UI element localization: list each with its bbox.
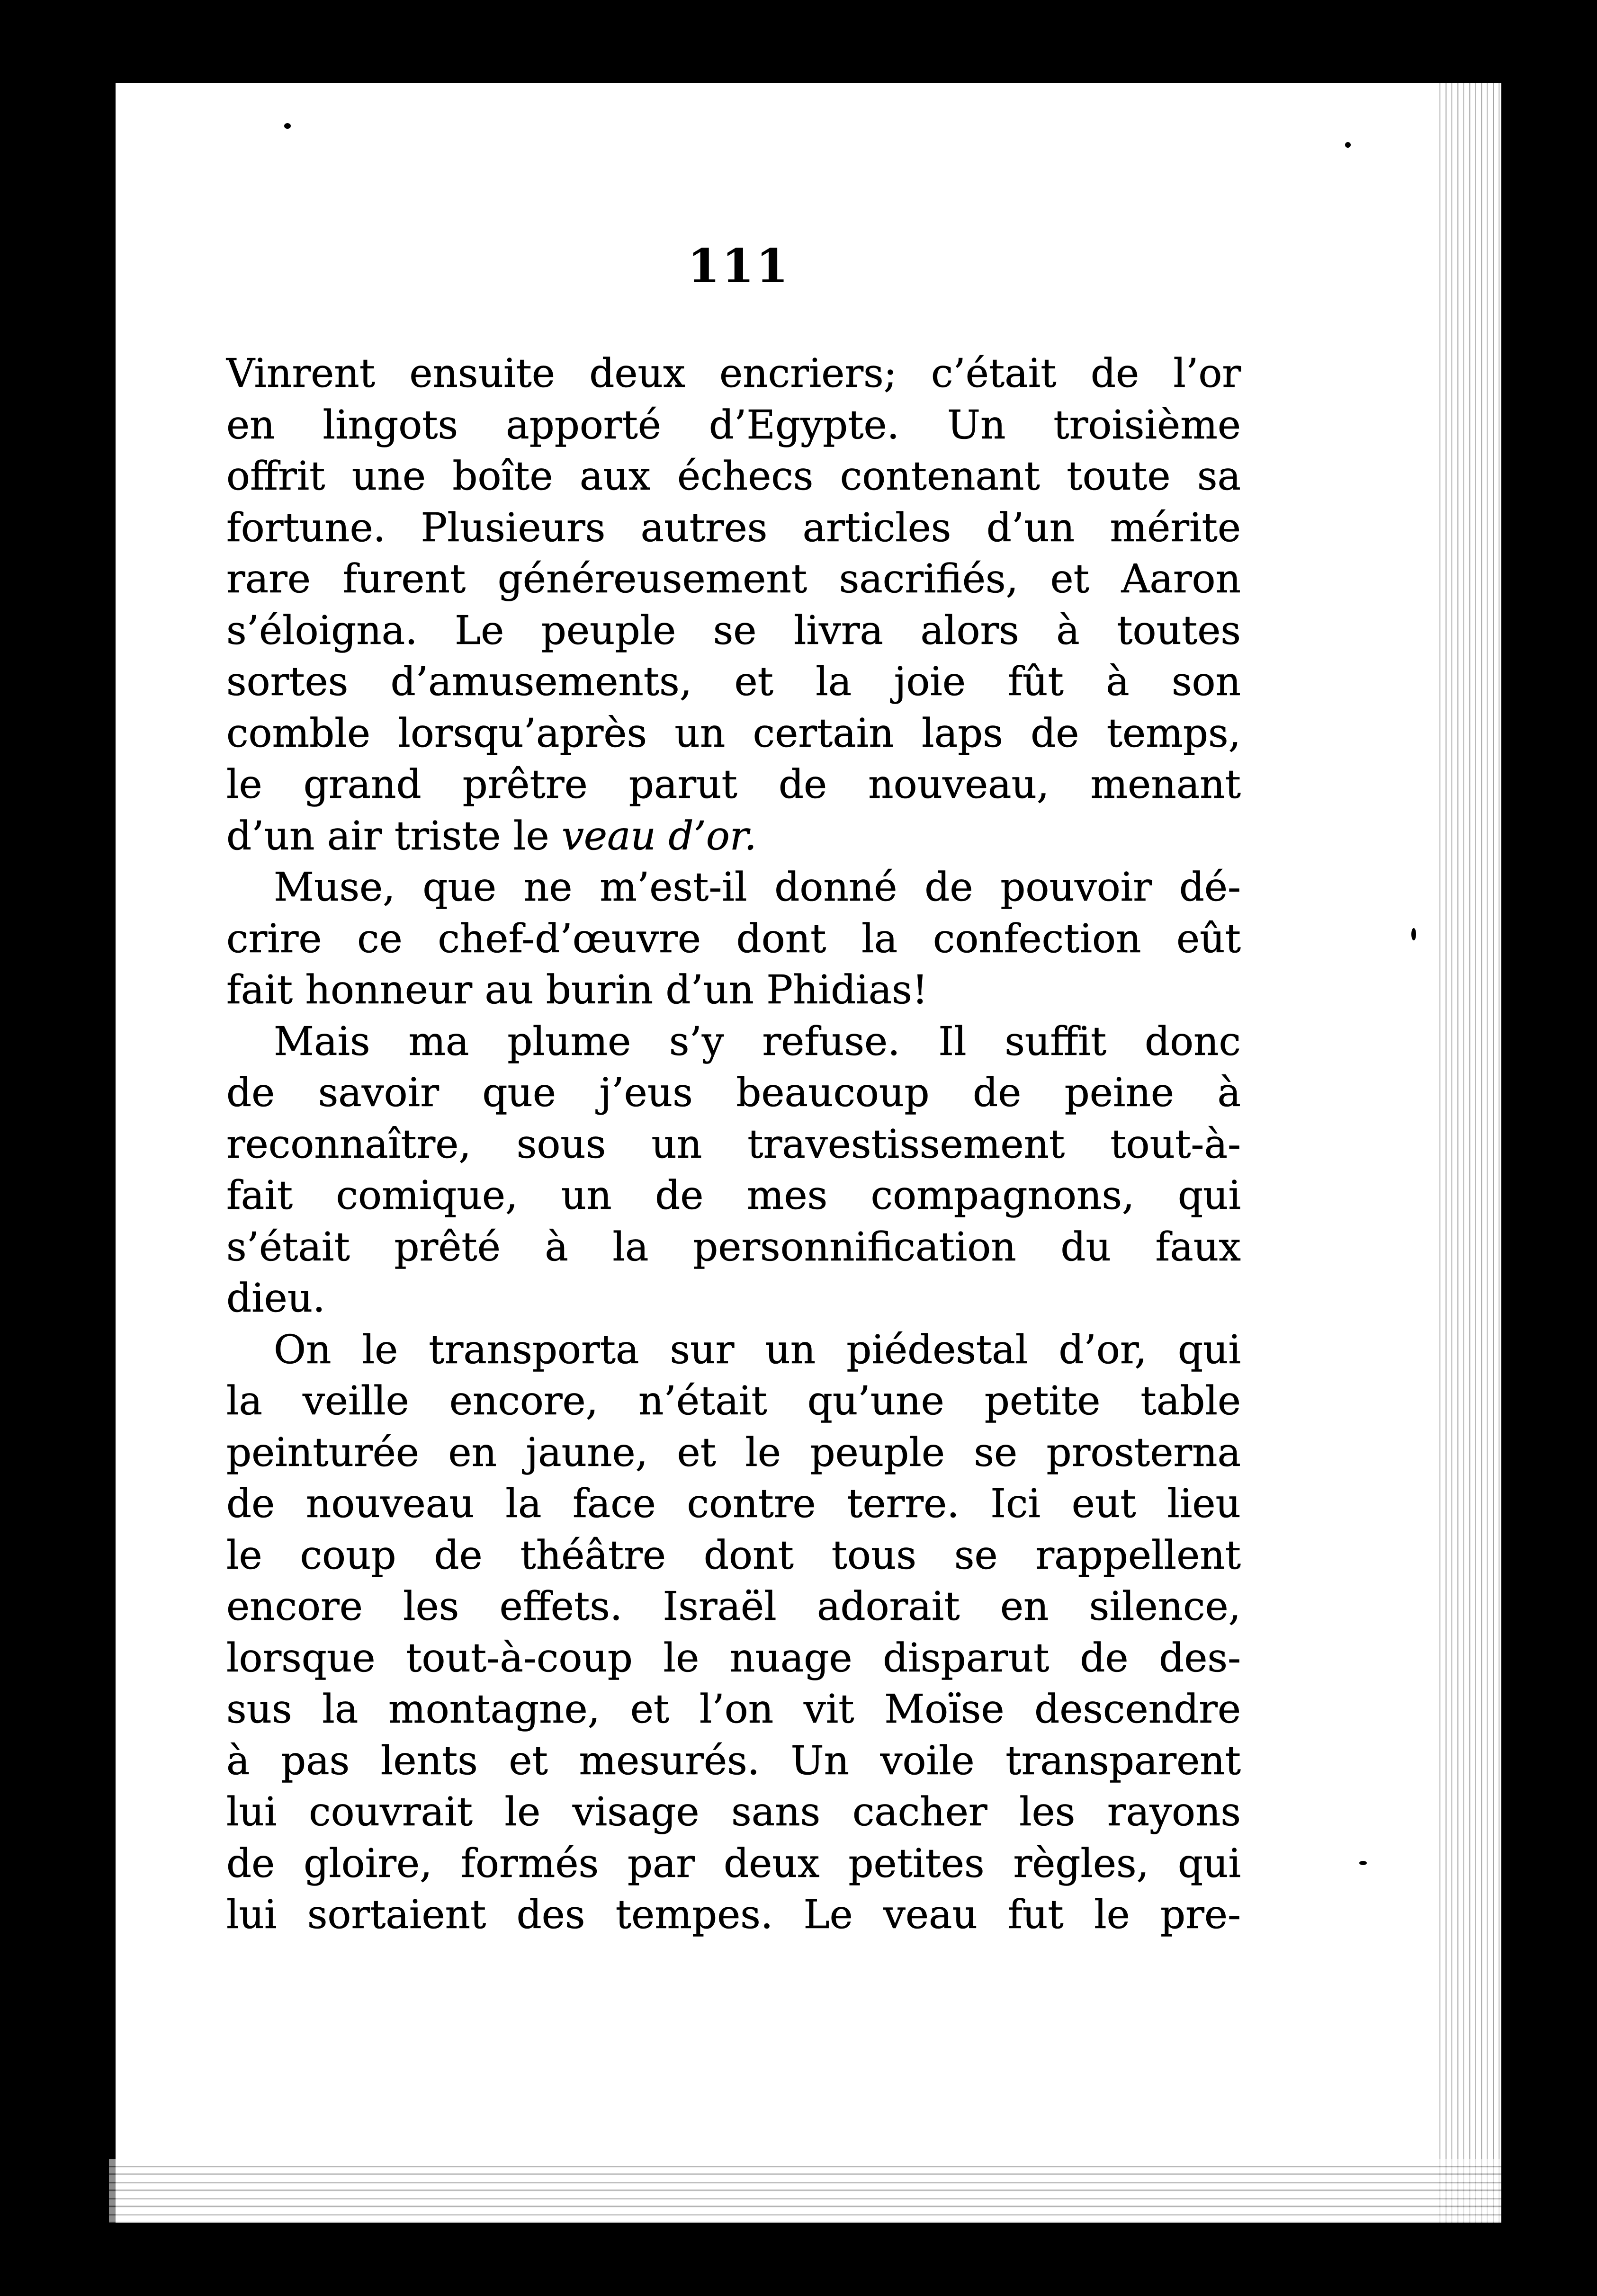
- text-line-content: lorsque tout-à-coup le nuage disparut de des-: [226, 1635, 1241, 1681]
- text-line-content: fait honneur au burin d’un Phidias!: [226, 967, 928, 1013]
- scan-speck: [284, 123, 291, 129]
- text-line: [226, 1170, 1241, 1222]
- text-line: [226, 656, 1241, 708]
- text-line: [226, 605, 1241, 657]
- text-line: [226, 1838, 1241, 1890]
- text-line: [226, 1735, 1241, 1787]
- text-line-content: offrit une boîte aux échecs contenant toute sa: [226, 453, 1241, 499]
- italic-phrase: veau d’or.: [561, 813, 757, 859]
- text-line: [226, 1273, 1241, 1324]
- text-line: [226, 1324, 1241, 1376]
- scan-speck: [1345, 142, 1351, 148]
- page-bottom-edge-shadow: [109, 2159, 1501, 2223]
- text-line: [226, 1119, 1241, 1170]
- text-line: [226, 759, 1241, 811]
- text-line-content: le grand prêtre parut de nouveau, menant: [226, 761, 1241, 807]
- text-line: [226, 1530, 1241, 1581]
- text-line-content: de nouveau la face contre terre. Ici eut lieu: [226, 1481, 1241, 1527]
- text-line: [226, 1787, 1241, 1838]
- text-line-content: de savoir que j’eus beaucoup de peine à: [226, 1070, 1241, 1116]
- text-line-content: le coup de théâtre dont tous se rappellent: [226, 1532, 1241, 1578]
- text-line: [226, 708, 1241, 759]
- text-line-content: lui sortaient des tempes. Le veau fut le pre-: [226, 1892, 1241, 1938]
- text-line: [226, 1427, 1241, 1479]
- page-right-edge-shadow: [1435, 83, 1501, 2223]
- text-line-content: fait comique, un de mes compagnons, qui: [226, 1172, 1241, 1218]
- text-line-content: dieu.: [226, 1275, 325, 1321]
- text-line-content: s’était prêté à la personnification du faux: [226, 1224, 1241, 1270]
- text-line-content: Vinrent ensuite deux encriers; c’était de l’or: [226, 350, 1241, 396]
- text-line: [226, 502, 1241, 554]
- text-line: [226, 862, 1241, 913]
- body-text: [226, 348, 1241, 1941]
- text-line: [226, 1684, 1241, 1735]
- text-line-content: Mais ma plume s’y refuse. Il suffit donc: [274, 1018, 1241, 1064]
- page-number: 111: [687, 239, 790, 294]
- text-line-content: en lingots apporté d’Egypte. Un troisième: [226, 402, 1241, 448]
- text-line: [226, 1581, 1241, 1633]
- text-line-content: comble lorsqu’après un certain laps de temps,: [226, 710, 1241, 756]
- text-line-content: rare furent généreusement sacrifiés, et Aaron: [226, 556, 1241, 602]
- text-line: [226, 811, 1241, 862]
- text-line: [226, 1376, 1241, 1427]
- text-line: [226, 1016, 1241, 1068]
- text-line: [226, 965, 1241, 1016]
- text-line-content: à pas lents et mesurés. Un voile transparent: [226, 1737, 1241, 1784]
- scan-speck: [1359, 1861, 1367, 1865]
- text-line: [226, 1889, 1241, 1941]
- text-line: [226, 348, 1241, 400]
- page-left-edge: [109, 83, 116, 2223]
- text-line-content: sus la montagne, et l’on vit Moïse descendre: [226, 1686, 1241, 1732]
- text-line: [226, 1633, 1241, 1684]
- text-line-content: la veille encore, n’était qu’une petite table: [226, 1378, 1241, 1424]
- text-line-content: lui couvrait le visage sans cacher les rayons: [226, 1789, 1241, 1835]
- text-line-content: encore les effets. Israël adorait en silence,: [226, 1583, 1241, 1629]
- text-line-content: reconnaître, sous un travestissement tout-à-: [226, 1121, 1241, 1167]
- text-line-content: d’un air triste le: [226, 813, 562, 859]
- text-line: [226, 1478, 1241, 1530]
- scan-speck: [1411, 928, 1416, 940]
- text-line: [226, 1067, 1241, 1119]
- text-line-content: Muse, que ne m’est-il donné de pouvoir dé-: [274, 864, 1241, 910]
- text-line: [226, 913, 1241, 965]
- text-line-content: peinturée en jaune, et le peuple se prosterna: [226, 1429, 1241, 1475]
- text-line-content: s’éloigna. Le peuple se livra alors à toutes: [226, 607, 1241, 653]
- text-line: [226, 1222, 1241, 1273]
- text-line: [226, 451, 1241, 502]
- text-line-content: fortune. Plusieurs autres articles d’un mérite: [226, 504, 1241, 551]
- text-line-content: de gloire, formés par deux petites règles, qui: [226, 1840, 1241, 1886]
- text-line: [226, 554, 1241, 605]
- text-line: [226, 400, 1241, 451]
- text-line-content: crire ce chef-d’œuvre dont la confection eût: [226, 915, 1241, 962]
- text-line-content: sortes d’amusements, et la joie fût à son: [226, 659, 1241, 705]
- text-line-content: On le transporta sur un piédestal d’or, qui: [274, 1326, 1241, 1373]
